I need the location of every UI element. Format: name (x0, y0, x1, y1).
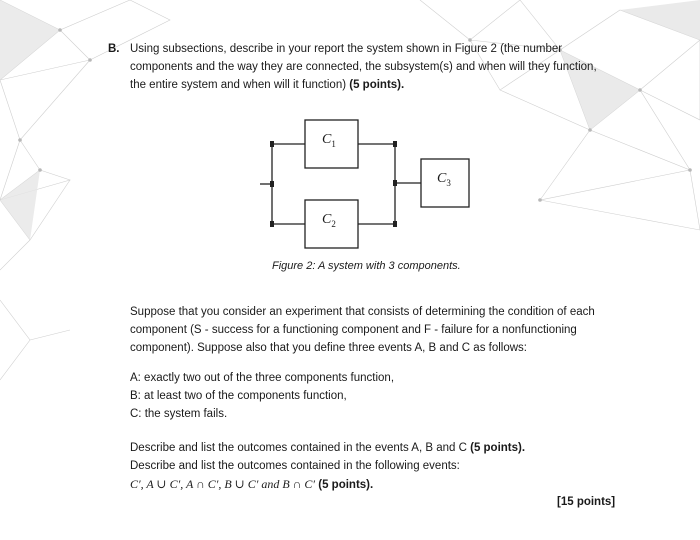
event-item: B: at least two of the components function, (130, 390, 347, 402)
paragraph-line: component (S - success for a functioning component and F - failure for a nonfunctioning (130, 324, 577, 336)
question-label: B. (108, 43, 120, 55)
c3-label: $C_3$ (437, 171, 451, 188)
figure-caption: Figure 2: A system with 3 components. (272, 260, 461, 272)
question-text (130, 40, 630, 94)
paragraph-line: component). Suppose also that you define three events A, B and C as follows: (130, 342, 527, 354)
total-points: [15 points] (557, 496, 616, 508)
task-line: Describe and list the outcomes contained in the events A, B and C (130, 442, 467, 454)
paragraph-line: Suppose that you consider an experiment that consists of determining the condition of each (130, 306, 595, 318)
task-line: Describe and list the outcomes contained in the following events: (130, 460, 460, 472)
question-line: Using subsections, describe in your report the system shown in Figure 2 (the number (130, 43, 563, 55)
event-item: A: exactly two out of the three components function, (130, 372, 395, 384)
task-math: C′, A ∪ C′, A ∩ C′, B ∪ C′ and B ∩ C′ (130, 477, 316, 491)
question-points: (5 points). (349, 79, 405, 91)
c1-label: $C_1$ (322, 132, 336, 149)
task-points: (5 points). (318, 479, 374, 491)
task-points: (5 points). (470, 442, 526, 454)
question-line: components and the way they are connected, the subsystem(s) and when will they function, (130, 61, 597, 73)
scenario-paragraph (130, 303, 620, 357)
c2-label: $C_2$ (322, 212, 336, 229)
task-list (130, 439, 610, 494)
question-line: the entire system and when will it function) (130, 79, 347, 91)
event-item: C: the system fails. (130, 408, 228, 420)
event-list (130, 369, 530, 423)
